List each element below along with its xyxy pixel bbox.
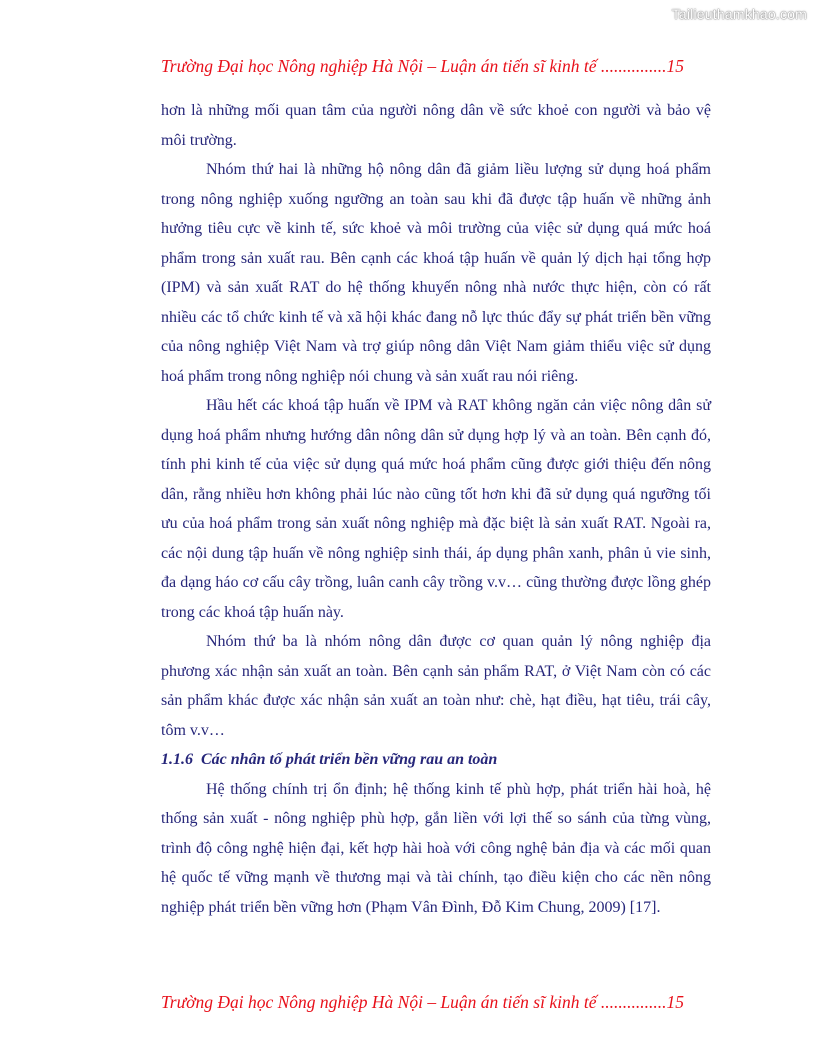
paragraph-group-three: Nhóm thứ ba là nhóm nông dân được cơ quan quản lý nông nghiệp địa phương xác nhận sản xuất an toàn. Bên cạnh sản phẩm RAT, ở Việt Nam còn có các sản phẩm khác được xác nhận sản xuất an toàn như: chè, hạt điều, hạt tiêu, trái cây, tôm v.v…: [161, 633, 711, 739]
paragraph-continuation: hơn là những mối quan tâm của người nông dân về sức khoẻ con người và bảo vệ môi trường.: [161, 102, 711, 149]
paragraph-sustainability-factors: Hệ thống chính trị ổn định; hệ thống kinh tế phù hợp, phát triển hài hoà, hệ thống sản xuất - nông nghiệp phù hợp, gắn liền với lợi thế so sánh của từng vùng, trình độ công nghệ hiện đại, kết hợp hài hoà với công nghệ bản địa và các mối quan hệ quốc tế vững mạnh về thương mại và tài chính, tạo điều kiện cho các nền nông nghiệp phát triển bền vững hơn (Phạm Vân Đình, Đỗ Kim Chung, 2009) [17].: [161, 780, 711, 916]
document-body: [161, 96, 711, 922]
running-header: Trường Đại học Nông nghiệp Hà Nội – Luận án tiến sĩ kinh tế ...............15: [161, 56, 684, 76]
paragraph-group-two: Nhóm thứ hai là những hộ nông dân đã giảm liều lượng sử dụng hoá phẩm trong nông nghiệp xuống ngưỡng an toàn sau khi đã được tập huấn về những ảnh hưởng tiêu cực về kinh tế, sức khoẻ và môi trường của việc sử dụng quá mức hoá phẩm trong sản xuất rau. Bên cạnh các khoá tập huấn về quản lý dịch hại tổng hợp (IPM) và sản xuất RAT do hệ thống khuyến nông nhà nước thực hiện, còn có rất nhiều các tổ chức kinh tế và xã hội khác đang nỗ lực thúc đẩy sự phát triển bền vững của nông nghiệp Việt Nam và trợ giúp nông dân Việt Nam giảm thiểu việc sử dụng hoá phẩm trong nông nghiệp nói chung và sản xuất rau nói riêng.: [161, 161, 711, 385]
section-number: 1.1.6: [161, 751, 193, 768]
section-heading: [161, 745, 711, 775]
running-footer: Trường Đại học Nông nghiệp Hà Nội – Luận án tiến sĩ kinh tế ...............15: [161, 992, 684, 1012]
watermark-text: Tailieuthamkhao.com: [671, 6, 807, 22]
paragraph-training: Hầu hết các khoá tập huấn về IPM và RAT không ngăn cản việc nông dân sử dụng hoá phẩm nhưng hướng dân nông dân sử dụng hợp lý và an toàn. Bên cạnh đó, tính phi kinh tế của việc sử dụng quá mức hoá phẩm cũng được giới thiệu đến nông dân, rằng nhiều hơn không phải lúc nào cũng tốt hơn khi đã sử dụng quá ngưỡng tối ưu của hoá phẩm trong sản xuất nông nghiệp mà đặc biệt là sản xuất RAT. Ngoài ra, các nội dung tập huấn về nông nghiệp sinh thái, áp dụng phân xanh, phân ủ vie sinh, đa dạng háo cơ cấu cây trồng, luân canh cây trồng v.v… cũng thường được lồng ghép trong các khoá tập huấn này.: [161, 397, 711, 621]
section-title: Các nhân tố phát triển bền vững rau an toàn: [201, 751, 498, 768]
